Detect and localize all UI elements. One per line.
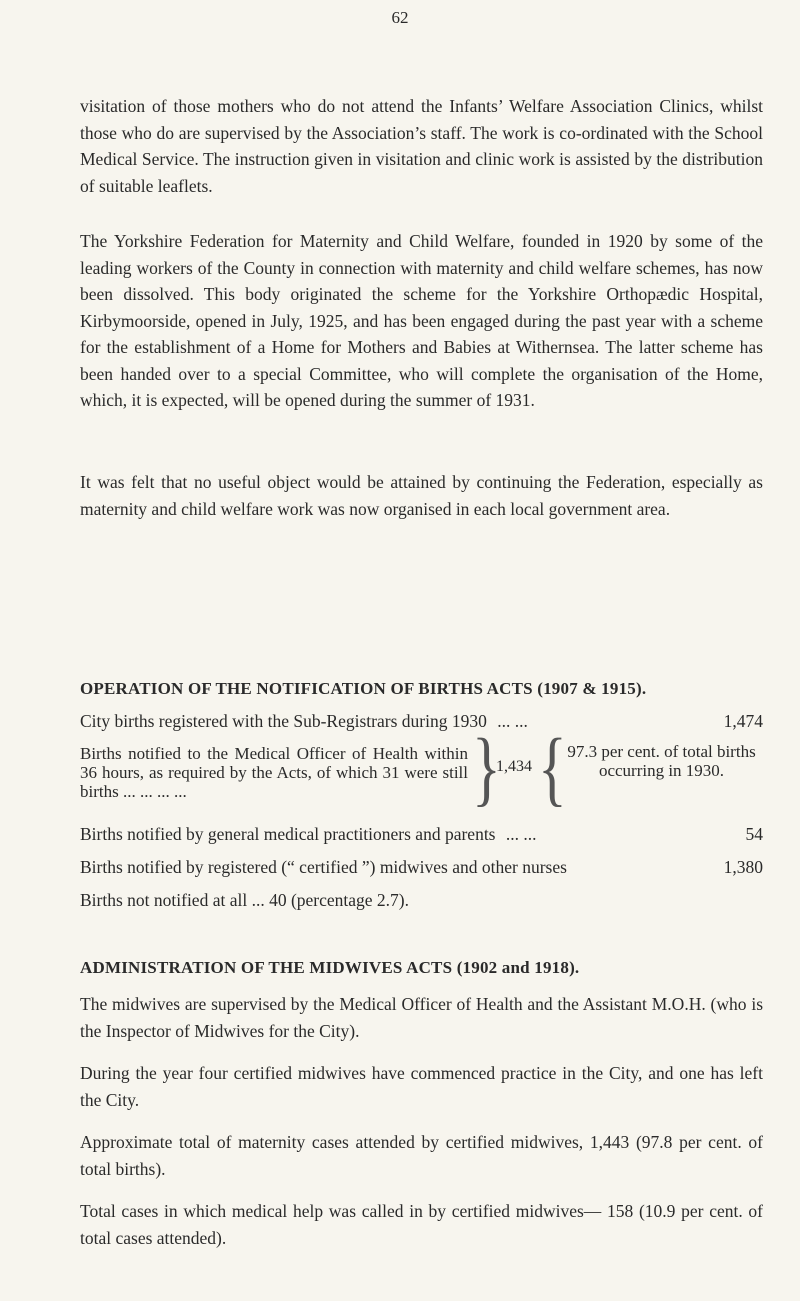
gp-births-line xyxy=(80,824,763,845)
midwives-births-value: 1,380 xyxy=(723,857,763,877)
gp-births-label: Births notified by general medical practitioners and parents xyxy=(80,824,496,844)
paragraph-medical-help: Total cases in which medical help was called in by certified midwives— 158 (10.9 per cent. of total cases attended). xyxy=(80,1201,763,1248)
paragraph-midwives-supervision: The midwives are supervised by the Medical Officer of Health and the Assistant M.O.H. (who is the Inspector of Midwives for the City). xyxy=(80,994,763,1041)
paragraph-federation-dissolved: It was felt that no useful object would be attained by continuing the Federation, especially as maternity and child welfare work was now organised in each local government area. xyxy=(80,472,763,519)
city-births-line xyxy=(80,711,763,732)
paragraph-yorkshire-federation: The Yorkshire Federation for Maternity and Child Welfare, founded in 1920 by some of the leading workers of the County in connection with maternity and child welfare schemes, has now been dissolved. This body originated the scheme for the Yorkshire Orthopædic Hospital, Kirbymoorside, opened in July, 1925, and has been engaged during the past year with a scheme for the establishment of a Home for Mothers and Babies at Withernsea. The latter scheme has been handed over to a special Committee, who will complete the organisation of the Home, which, it is expected, will be opened during the summer of 1931. xyxy=(80,231,763,410)
paragraph-midwives-commenced: During the year four certified midwives have commenced practice in the City, and one has left the City. xyxy=(80,1063,763,1110)
gp-births-value: 54 xyxy=(745,824,763,844)
city-births-label: City births registered with the Sub-Registrars during 1930 xyxy=(80,711,487,731)
paragraph-visitation: visitation of those mothers who do not attend the Infants’ Welfare Association Clinics, whilst those who do are supervised by the Association’s staff. The work is co-ordinated with the School Medical Service. The instruction given in visitation and clinic work is assisted by the distribution of suitable leaflets. xyxy=(80,96,763,196)
right-brace: } xyxy=(472,721,501,815)
midwives-births-label: Births notified by registered (“ certified ”) midwives and other nurses xyxy=(80,857,567,877)
heading-notification-acts: OPERATION OF THE NOTIFICATION OF BIRTHS ACTS (1907 & 1915). xyxy=(80,679,647,698)
gp-births-leader: ... ... xyxy=(505,824,537,844)
paragraph-maternity-cases: Approximate total of maternity cases attended by certified midwives, 1,443 (97.8 per cent. of total births). xyxy=(80,1132,763,1179)
not-notified-line: Births not notified at all ... 40 (percentage 2.7). xyxy=(80,890,410,910)
moh-notified-label: Births notified to the Medical Officer of Health within 36 hours, as required by the Acts, of which 31 were still births xyxy=(80,744,468,801)
moh-notified-value: 1,434 xyxy=(496,758,532,775)
left-brace: { xyxy=(538,721,567,815)
moh-percentage-text: 97.3 per cent. of total births occurring in 1930. xyxy=(567,742,756,780)
city-births-value: 1,474 xyxy=(723,711,763,731)
page-number: 62 xyxy=(391,8,409,27)
moh-notified-leader: ... ... ... ... xyxy=(122,782,187,801)
midwives-births-line xyxy=(80,857,763,878)
moh-notified-text xyxy=(80,744,468,801)
city-births-leader: ... ... xyxy=(497,711,528,731)
heading-midwives-acts: ADMINISTRATION OF THE MIDWIVES ACTS (1902 and 1918). xyxy=(80,958,580,977)
